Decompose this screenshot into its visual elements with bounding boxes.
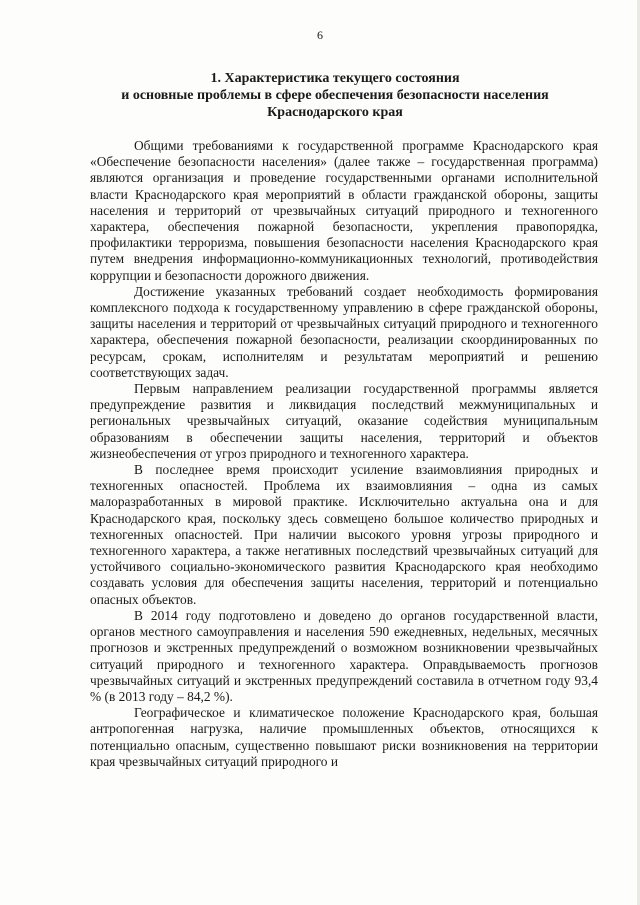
section-heading <box>90 70 580 121</box>
section-heading-line-1: 1. Характеристика текущего состояния <box>210 71 460 86</box>
paragraph-4: В последнее время происходит усиление взаимовлияния природных и техногенных опасностей. Проблема их взаимовлияния – одна из самых малоразработанных в мировой практике. Исключительно актуальна она и для Краснодарского края, поскольку здесь совмещено большое количество природных и техногенных опасностей. При наличии высокого уровня угрозы природного и техногенного характера, а также негативных последствий чрезвычайных ситуаций для устойчивого социально-экономического развития Краснодарского края необходимо создавать условия для обеспечения защиты населения, территорий и потенциально опасных объектов. <box>90 462 598 607</box>
section-heading-line-2: и основные проблемы в сфере обеспечения безопасности населения <box>121 88 549 103</box>
section-heading-line-3: Краснодарского края <box>267 105 403 120</box>
paragraph-2: Достижение указанных требований создает необходимость формирования комплексного подхода к государственному управлению в сфере гражданской обороны, защиты населения и территорий от чрезвычайных ситуаций природного и техногенного характера, обеспечения пожарной безопасности, реализации скоординированных по ресурсам, срокам, исполнителям и результатам мероприятий и решению соответствующих задач. <box>90 283 598 380</box>
paragraph-6: Географическое и климатическое положение Краснодарского края, большая антропогенная нагрузка, наличие промышленных объектов, относящихся к потенциально опасным, существенно повышают риски возникновения на территории края чрезвычайных ситуаций природного и <box>90 705 598 769</box>
paragraph-5: В 2014 году подготовлено и доведено до органов государственной власти, органов местного самоуправления и населения 590 ежедневных, недельных, месячных прогнозов и экстренных предупреждений о возможном возникновении чрезвычайных ситуаций природного и техногенного характера. Оправдываемость прогнозов чрезвычайных ситуаций и экстренных предупреждений составила в отчетном году 93,4 % (в 2013 году – 84,2 %). <box>90 607 598 704</box>
page-number: 6 <box>317 28 323 42</box>
body-text <box>90 138 598 770</box>
paragraph-3: Первым направлением реализации государственной программы является предупреждение развития и ликвидация последствий межмуниципальных и региональных чрезвычайных ситуаций, оказание содействия муниципальным образованиям в обеспечении защиты населения, территорий и объектов жизнеобеспечения от угроз природного и техногенного характера. <box>90 381 598 461</box>
paragraph-1: Общими требованиями к государственной программе Краснодарского края «Обеспечение безопасности населения» (далее также – государственная программа) являются организация и проведение государственными органами исполнительной власти Краснодарского края мероприятий в области гражданской обороны, защиты населения и территорий от чрезвычайных ситуаций природного и техногенного характера, обеспечения пожарной безопасности, укрепления правопорядка, профилактики терроризма, повышения безопасности населения Краснодарского края путем внедрения информационно-коммуникационных технологий, противодействия коррупции и безопасности дорожного движения. <box>90 138 598 283</box>
